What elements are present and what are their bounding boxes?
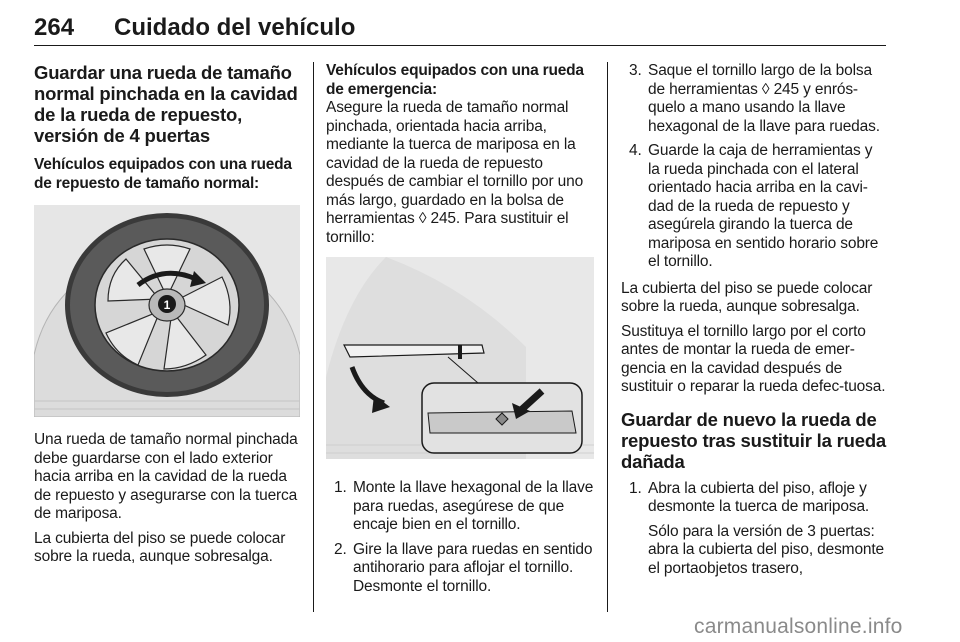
- section-subheading: Vehículos equipados con una rueda de emergencia:: [326, 62, 584, 98]
- column-divider: [313, 62, 314, 612]
- paragraph: Asegure la rueda de tamaño normal pinchada, orientada hacia arriba, mediante la tuerca de mariposa en la cavidad de la rueda de repuesto después de cambiar el tornillo por uno más largo, guardado en la bolsa de herramientas ◊ 245. Para sustituir el tornillo:: [326, 99, 584, 246]
- section-heading: Guardar una rueda de tamaño normal pinchada en la cavidad de la rueda de repuesto, versión de 4 puertas: [34, 62, 298, 146]
- list-item: 1. Abra la cubierta del piso, afloje y desmonte la tuerca de mariposa.: [629, 479, 870, 515]
- paragraph: La cubierta del piso se puede colocar sobre la rueda, aunque sobresalga.: [621, 279, 873, 315]
- paragraph: Una rueda de tamaño normal pinchada debe guardarse con el lado exterior hacia arriba en la cavidad de la rueda de repuesto y asegurarse con la tuerca de mariposa.: [34, 431, 298, 522]
- page-header: [34, 8, 886, 46]
- spare-wheel-illustration: [34, 205, 300, 417]
- paragraph: Sustituya el tornillo largo por el corto antes de montar la rueda de emer-gencia en la cavidad después de sustituir o reparar la rueda defec-tuosa.: [621, 322, 886, 395]
- list-item: 3. Saque el tornillo largo de la bolsa de herramientas ◊ 245 y enrós-quelo a mano usando la llave hexagonal de la llave para ruedas.: [629, 62, 880, 135]
- list-item: 1. Monte la llave hexagonal de la llave para ruedas, asegúrese de que encaje bien en el tornillo.: [334, 479, 594, 533]
- step-list: [621, 480, 887, 579]
- list-item: 4. Guarde la caja de herramientas y la rueda pinchada con el lateral orientado hacia arriba en la cavi-dad de la rueda de repuesto y asegúrela girando la tuerca de mariposa en sentido horario sobre el tornillo.: [629, 142, 879, 270]
- section-subheading: Vehículos equipados con una rueda de repuesto de tamaño normal:: [34, 156, 292, 192]
- callout-number: 1: [163, 298, 171, 312]
- list-item-note: Sólo para la versión de 3 puertas: abra la cubierta del piso, desmonte el portaobjetos trasero,: [648, 522, 885, 577]
- section-heading: Guardar de nuevo la rueda de repuesto tras sustituir la rueda dañada: [621, 408, 887, 472]
- column-2: [326, 62, 594, 596]
- watermark-text: carmanualsonline.info: [694, 615, 903, 638]
- screw-replacement-illustration: [326, 257, 594, 459]
- column-divider: [607, 62, 608, 612]
- paragraph: La cubierta del piso se puede colocar sobre la rueda, aunque sobresalga.: [34, 529, 286, 565]
- step-list: [326, 479, 594, 596]
- column-1: [34, 62, 300, 567]
- page-number: 264: [34, 14, 75, 41]
- step-list: [621, 62, 887, 272]
- list-item: 2. Gire la llave para ruedas en sentido antihorario para aflojar el tornillo. Desmonte el tornillo.: [334, 540, 593, 595]
- page-title: Cuidado del vehículo: [114, 14, 356, 41]
- column-3: [621, 62, 887, 578]
